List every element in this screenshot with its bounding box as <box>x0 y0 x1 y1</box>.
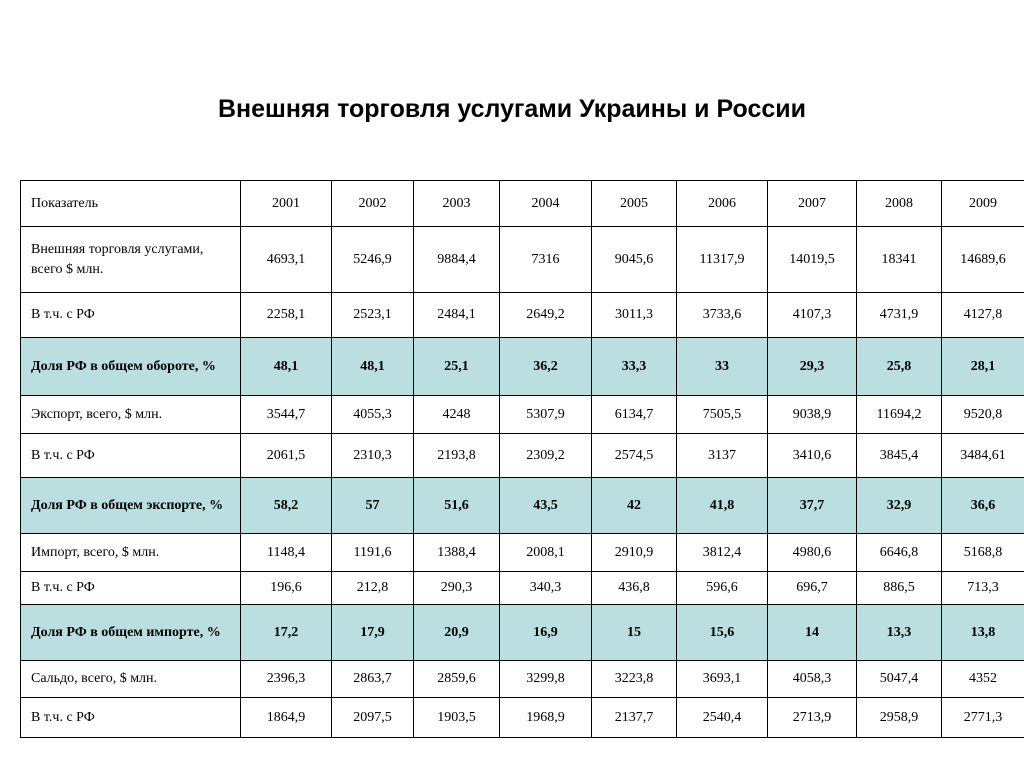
table-row-highlight <box>21 605 1024 661</box>
table-cell: 5246,9 <box>332 227 414 293</box>
header-cell-year: 2006 <box>677 181 768 227</box>
trade-table <box>20 180 1024 738</box>
table-cell: 29,3 <box>768 338 857 396</box>
table-cell: 41,8 <box>677 478 768 534</box>
table-cell: 20,9 <box>414 605 500 661</box>
table-cell: 2859,6 <box>414 661 500 698</box>
table-cell: 9520,8 <box>942 396 1024 434</box>
table-cell: 196,6 <box>241 572 332 605</box>
table-cell: 48,1 <box>332 338 414 396</box>
table-cell: 5307,9 <box>500 396 592 434</box>
table-cell: 5168,8 <box>942 534 1024 572</box>
table-cell: 596,6 <box>677 572 768 605</box>
table-cell: 2310,3 <box>332 434 414 478</box>
table-cell: 2540,4 <box>677 698 768 738</box>
header-cell-year: 2003 <box>414 181 500 227</box>
table-cell: 212,8 <box>332 572 414 605</box>
header-cell-year: 2004 <box>500 181 592 227</box>
table-cell: 2574,5 <box>592 434 677 478</box>
row-label: Доля РФ в общем обороте, % <box>21 338 241 396</box>
table-cell: 43,5 <box>500 478 592 534</box>
table-cell: 37,7 <box>768 478 857 534</box>
table-cell: 9038,9 <box>768 396 857 434</box>
table-cell: 13,8 <box>942 605 1024 661</box>
table-cell: 13,3 <box>857 605 942 661</box>
row-label: В т.ч. с РФ <box>21 434 241 478</box>
table-cell: 16,9 <box>500 605 592 661</box>
table-cell: 713,3 <box>942 572 1024 605</box>
header-cell-year: 2001 <box>241 181 332 227</box>
table-cell: 436,8 <box>592 572 677 605</box>
table-cell: 9045,6 <box>592 227 677 293</box>
table-cell: 4693,1 <box>241 227 332 293</box>
table-row <box>21 434 1024 478</box>
header-cell-year: 2002 <box>332 181 414 227</box>
table-cell: 4980,6 <box>768 534 857 572</box>
table-cell: 32,9 <box>857 478 942 534</box>
table-cell: 4055,3 <box>332 396 414 434</box>
table-cell: 3544,7 <box>241 396 332 434</box>
table-cell: 25,8 <box>857 338 942 396</box>
table-cell: 3484,61 <box>942 434 1024 478</box>
table-cell: 2523,1 <box>332 293 414 338</box>
table-cell: 2910,9 <box>592 534 677 572</box>
table-cell: 1968,9 <box>500 698 592 738</box>
table-row <box>21 396 1024 434</box>
table-row <box>21 293 1024 338</box>
table-cell: 340,3 <box>500 572 592 605</box>
table-cell: 1864,9 <box>241 698 332 738</box>
table-cell: 886,5 <box>857 572 942 605</box>
row-label: В т.ч. с РФ <box>21 698 241 738</box>
table-cell: 57 <box>332 478 414 534</box>
row-label: Экспорт, всего, $ млн. <box>21 396 241 434</box>
table-cell: 14 <box>768 605 857 661</box>
table-cell: 17,9 <box>332 605 414 661</box>
table-cell: 15,6 <box>677 605 768 661</box>
row-label: Доля РФ в общем импорте, % <box>21 605 241 661</box>
table-cell: 3011,3 <box>592 293 677 338</box>
table-cell: 3812,4 <box>677 534 768 572</box>
table-cell: 3845,4 <box>857 434 942 478</box>
table-cell: 3693,1 <box>677 661 768 698</box>
table-cell: 290,3 <box>414 572 500 605</box>
table-row <box>21 661 1024 698</box>
table-row-highlight <box>21 338 1024 396</box>
table-row <box>21 534 1024 572</box>
table-cell: 2061,5 <box>241 434 332 478</box>
table-row <box>21 698 1024 738</box>
table-cell: 7505,5 <box>677 396 768 434</box>
header-cell-year: 2008 <box>857 181 942 227</box>
table-cell: 6134,7 <box>592 396 677 434</box>
table-cell: 3410,6 <box>768 434 857 478</box>
table-cell: 36,2 <box>500 338 592 396</box>
table-cell: 28,1 <box>942 338 1024 396</box>
table-cell: 1388,4 <box>414 534 500 572</box>
table-cell: 58,2 <box>241 478 332 534</box>
table-cell: 4248 <box>414 396 500 434</box>
table-cell: 4731,9 <box>857 293 942 338</box>
header-cell-year: 2009 <box>942 181 1024 227</box>
header-cell-year: 2005 <box>592 181 677 227</box>
table-cell: 2649,2 <box>500 293 592 338</box>
table-cell: 25,1 <box>414 338 500 396</box>
table-cell: 5047,4 <box>857 661 942 698</box>
row-label: В т.ч. с РФ <box>21 572 241 605</box>
table-cell: 17,2 <box>241 605 332 661</box>
table-cell: 1191,6 <box>332 534 414 572</box>
table-cell: 3137 <box>677 434 768 478</box>
row-label: Сальдо, всего, $ млн. <box>21 661 241 698</box>
table-cell: 2193,8 <box>414 434 500 478</box>
row-label: Доля РФ в общем экспорте, % <box>21 478 241 534</box>
table-cell: 3733,6 <box>677 293 768 338</box>
table-cell: 2484,1 <box>414 293 500 338</box>
table-cell: 7316 <box>500 227 592 293</box>
table-cell: 4058,3 <box>768 661 857 698</box>
table-cell: 6646,8 <box>857 534 942 572</box>
table-cell: 11317,9 <box>677 227 768 293</box>
table-cell: 2258,1 <box>241 293 332 338</box>
row-label: Внешняя торговля услугами, всего $ млн. <box>21 227 241 293</box>
table-cell: 3223,8 <box>592 661 677 698</box>
table-cell: 14019,5 <box>768 227 857 293</box>
table-cell: 4352 <box>942 661 1024 698</box>
table-cell: 2309,2 <box>500 434 592 478</box>
table-row <box>21 572 1024 605</box>
table-cell: 33,3 <box>592 338 677 396</box>
table-cell: 11694,2 <box>857 396 942 434</box>
row-label: Импорт, всего, $ млн. <box>21 534 241 572</box>
table-cell: 42 <box>592 478 677 534</box>
table-row-highlight <box>21 478 1024 534</box>
table-cell: 2958,9 <box>857 698 942 738</box>
table-cell: 4127,8 <box>942 293 1024 338</box>
table-cell: 696,7 <box>768 572 857 605</box>
header-cell-indicator: Показатель <box>21 181 241 227</box>
table-cell: 36,6 <box>942 478 1024 534</box>
table-cell: 9884,4 <box>414 227 500 293</box>
table-cell: 2396,3 <box>241 661 332 698</box>
table-row <box>21 227 1024 293</box>
table-cell: 1903,5 <box>414 698 500 738</box>
table-cell: 51,6 <box>414 478 500 534</box>
table-cell: 4107,3 <box>768 293 857 338</box>
header-cell-year: 2007 <box>768 181 857 227</box>
table-cell: 33 <box>677 338 768 396</box>
table-cell: 1148,4 <box>241 534 332 572</box>
table-cell: 15 <box>592 605 677 661</box>
table-cell: 2863,7 <box>332 661 414 698</box>
table-cell: 3299,8 <box>500 661 592 698</box>
row-label: В т.ч. с РФ <box>21 293 241 338</box>
table-cell: 48,1 <box>241 338 332 396</box>
page-title: Внешняя торговля услугами Украины и России <box>217 95 807 123</box>
table-cell: 18341 <box>857 227 942 293</box>
table-cell: 14689,6 <box>942 227 1024 293</box>
table-header-row <box>21 181 1024 227</box>
table-cell: 2771,3 <box>942 698 1024 738</box>
table-cell: 2713,9 <box>768 698 857 738</box>
table-cell: 2097,5 <box>332 698 414 738</box>
table-cell: 2137,7 <box>592 698 677 738</box>
table-cell: 2008,1 <box>500 534 592 572</box>
